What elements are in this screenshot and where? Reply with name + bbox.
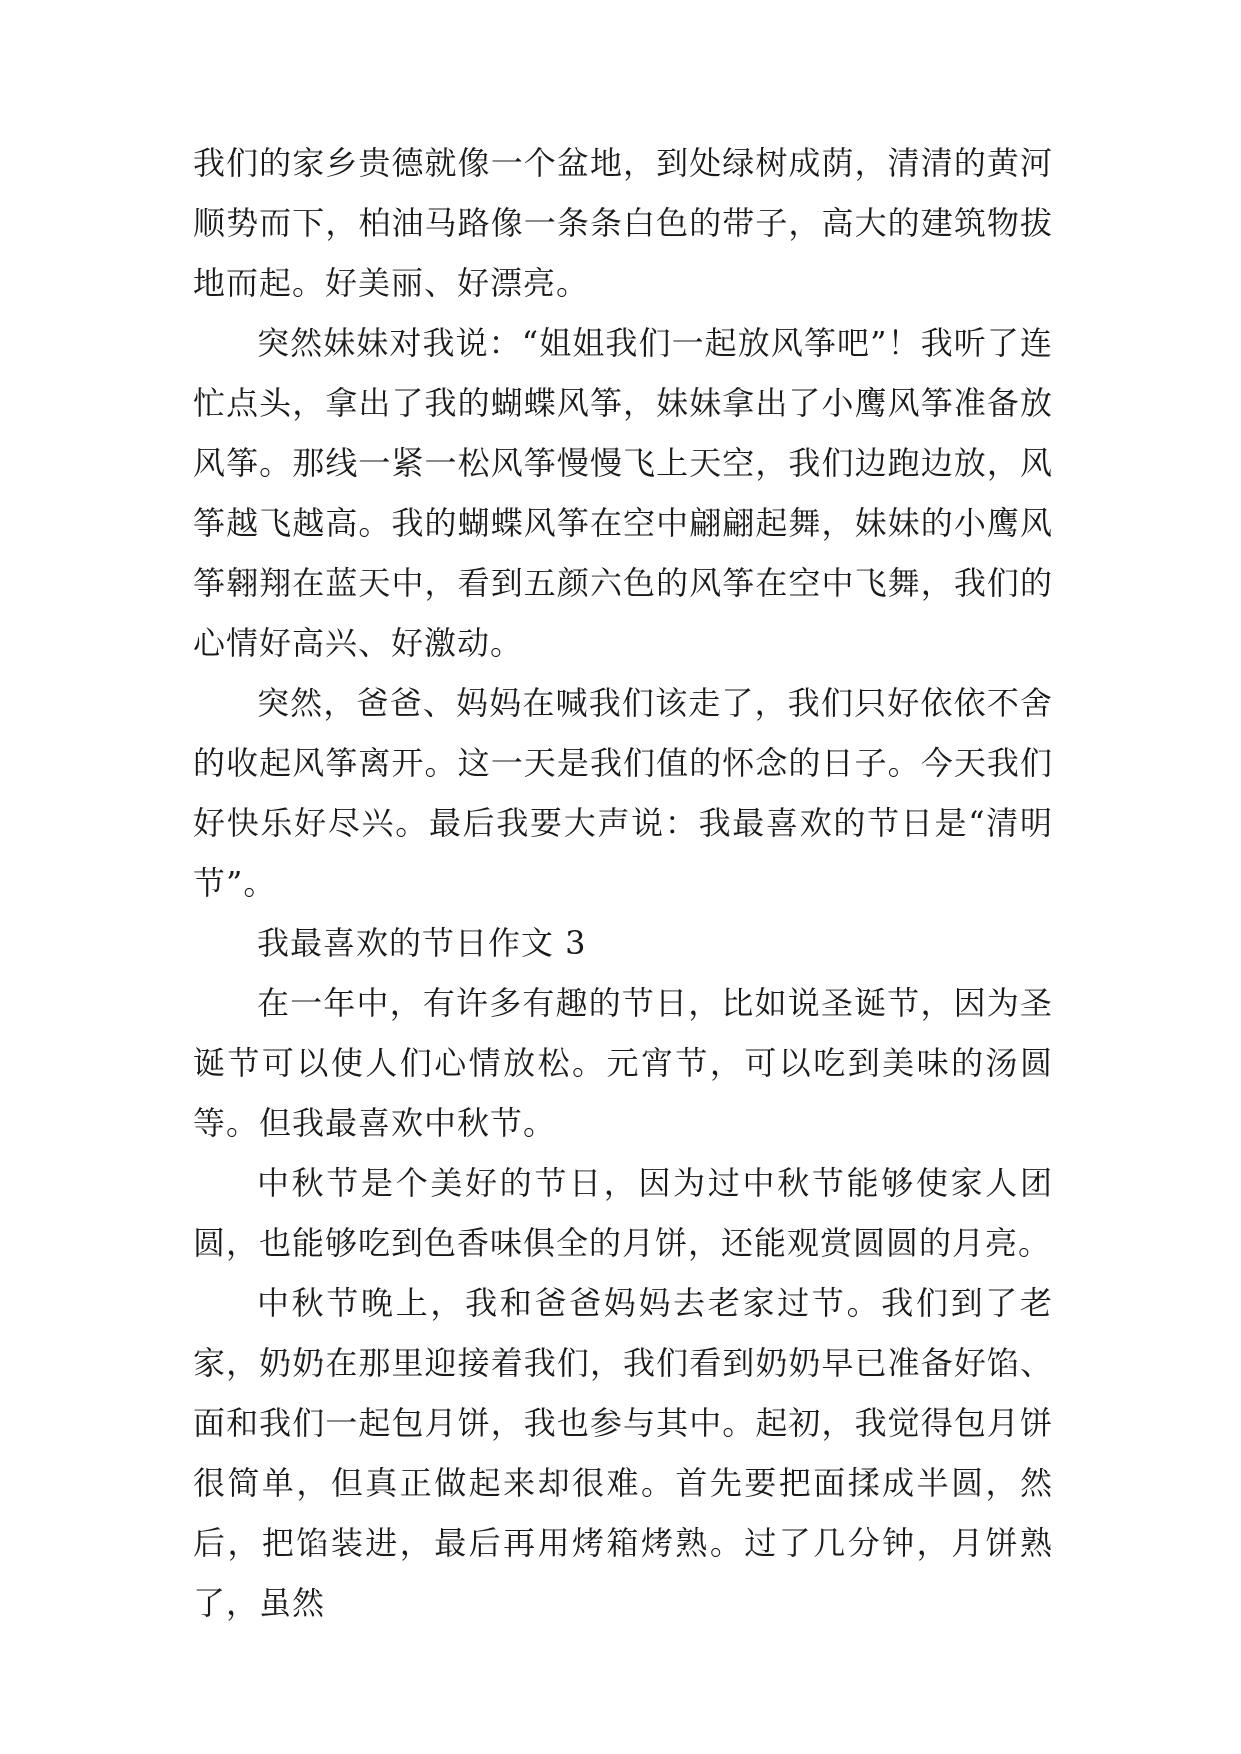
paragraph-mid-autumn: 中秋节是个美好的节日，因为过中秋节能够使家人团圆，也能够吃到色香味俱全的月饼，还能观赏圆圆的月亮。	[193, 1164, 1053, 1262]
paragraph-kite-flying: 突然妹妹对我说：“姐姐我们一起放风筝吧”！我听了连忙点头，拿出了我的蝴蝶风筝，妹妹拿出了小鹰风筝准备放风筝。那线一紧一松风筝慢慢飞上天空，我们边跑边放，风筝越飞越高。我的蝴蝶风筝在空中翩翩起舞，妹妹的小鹰风筝翱翔在蓝天中，看到五颜六色的风筝在空中飞舞，我们的心情好高兴、好激动。	[193, 324, 1053, 662]
paragraph-hometown: 我们的家乡贵德就像一个盆地，到处绿树成荫，清清的黄河顺势而下，柏油马路像一条条白色的带子，高大的建筑物拔地而起。好美丽、好漂亮。	[193, 144, 1053, 302]
paragraph-leaving: 突然，爸爸、妈妈在喊我们该走了，我们只好依依不舍的收起风筝离开。这一天是我们值的怀念的日子。今天我们好快乐好尽兴。最后我要大声说：我最喜欢的节日是“清明节”。	[193, 684, 1053, 902]
essay-heading: 我最喜欢的节日作文 3	[257, 924, 587, 962]
paragraph-festivals: 在一年中，有许多有趣的节日，比如说圣诞节，因为圣诞节可以使人们心情放松。元宵节，可以吃到美味的汤圆等。但我最喜欢中秋节。	[193, 984, 1053, 1142]
document-page	[193, 133, 1053, 1633]
paragraph-mooncakes: 中秋节晚上，我和爸爸妈妈去老家过节。我们到了老家，奶奶在那里迎接着我们，我们看到奶奶早已准备好馅、面和我们一起包月饼，我也参与其中。起初，我觉得包月饼很简单，但真正做起来却很难。首先要把面揉成半圆，然后，把馅装进，最后再用烤箱烤熟。过了几分钟，月饼熟了，虽然	[193, 1284, 1053, 1622]
